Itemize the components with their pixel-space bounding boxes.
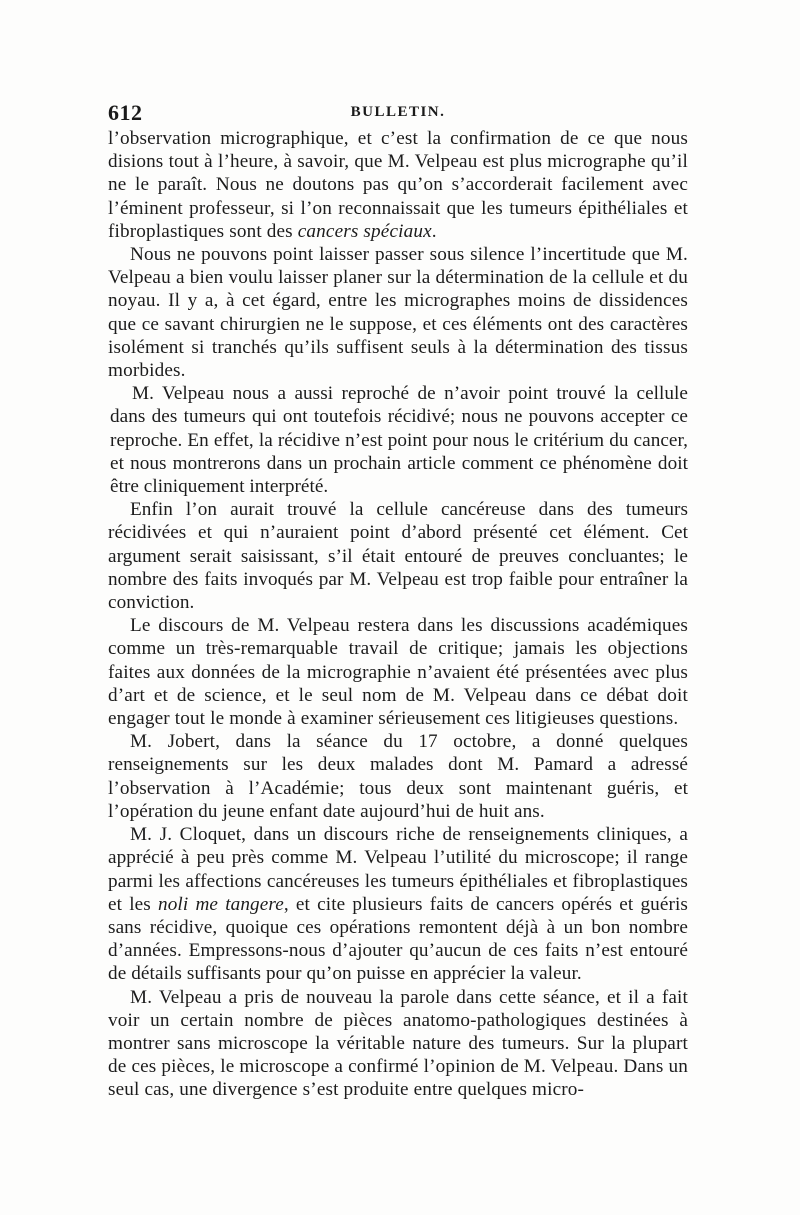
paragraph-6-text: M. Jobert, dans la séance du 17 octobre, a donné quelques renseignements sur les deux malades dont M. Pamard a adressé l’observation à l’Académie; tous deux sont maintenant guéris, et l’opération du jeune enfant date aujourd’hui de huit ans. <box>108 731 688 822</box>
paragraph-4 <box>108 498 688 614</box>
paragraph-1 <box>108 127 688 243</box>
paragraph-7 <box>108 823 688 985</box>
paragraph-5-text: Le discours de M. Velpeau restera dans les discussions académiques comme un très-remarquable travail de critique; jamais les objections faites aux données de la micrographie n’avaient été présentées avec plus d’art et de science, et le seul nom de M. Velpeau dans ce débat doit engager tout le monde à examiner sérieusement ces litigieuses questions. <box>108 615 688 730</box>
paragraph-6 <box>108 730 688 823</box>
paragraph-1-end: . <box>431 220 437 242</box>
paragraph-2 <box>108 243 688 382</box>
paragraph-4-text: Enfin l’on aurait trouvé la cellule cancéreuse dans des tumeurs récidivées et qui n’auraient point d’abord présenté cet élément. Cet argument serait saisissant, s’il était entouré de preuves concluantes; le nombre des faits invoqués par M. Velpeau est trop faible pour entraîner la conviction. <box>108 499 688 614</box>
paragraph-7-text: M. J. Cloquet, dans un discours riche de renseignements cliniques, a apprécié à peu près comme M. Velpeau l’utilité du microscope; il range parmi les affections cancéreuses les tumeurs épithéliales et fibroplastiques et les <box>108 824 688 915</box>
paragraph-7-italic: noli me tangere <box>158 893 284 915</box>
paragraph-7-end: , et cite plusieurs faits de cancers opérés et guéris sans récidive, quoique ces opérations remontent déjà à un bon nombre d’années. Empressons-nous d’ajouter qu’aucun de ces faits n’est entouré de détails suffisants pour qu’on puisse en apprécier la valeur. <box>108 893 688 985</box>
paragraph-1-text: l’observation micrographique, et c’est la confirmation de ce que nous disions tout à l’heure, à savoir, que M. Velpeau est plus micrographe qu’il ne le paraît. Nous ne doutons pas qu’on s’accorderait facilement avec l’éminent professeur, si l’on reconnaissait que les tumeurs épithéliales et fibroplastiques sont des <box>108 128 688 242</box>
paragraph-1-italic: cancers spéciaux <box>297 220 432 242</box>
paragraph-2-text: Nous ne pouvons point laisser passer sous silence l’incertitude que M. Velpeau a bien voulu laisser planer sur la détermination de la cellule et du noyau. Il y a, à cet égard, entre les micrographes moins de dissidences que ce savant chirurgien ne le suppose, et ces éléments ont des caractères isolément si tranchés qu’ils suffisent seuls à la détermination des tissus morbides. <box>108 244 688 382</box>
page-number: 612 <box>108 100 143 125</box>
paragraph-8-text: M. Velpeau a pris de nouveau la parole dans cette séance, et il a fait voir un certain nombre de pièces anatomo-pathologiques destinées à montrer sans microscope la véritable nature des tumeurs. Sur la plupart de ces pièces, le microscope a confirmé l’opinion de M. Velpeau. Dans un seul cas, une divergence s’est produite entre quelques micro- <box>108 986 688 1101</box>
paragraph-3-text: M. Velpeau nous a aussi reproché de n’avoir point trouvé la cellule dans des tumeurs qui ont toutefois récidivé; nous ne pouvons accepter ce reproche. En effet, la récidive n’est point pour nous le critérium du cancer, et nous montrerons dans un prochain article comment ce phénomène doit être cliniquement interprété. <box>110 383 688 498</box>
paragraph-8 <box>108 986 688 1102</box>
paragraph-3 <box>108 382 688 498</box>
body-text <box>108 127 688 1102</box>
paragraph-5 <box>108 614 688 730</box>
running-title: BULLETIN. <box>350 104 446 120</box>
page-header <box>108 100 688 130</box>
